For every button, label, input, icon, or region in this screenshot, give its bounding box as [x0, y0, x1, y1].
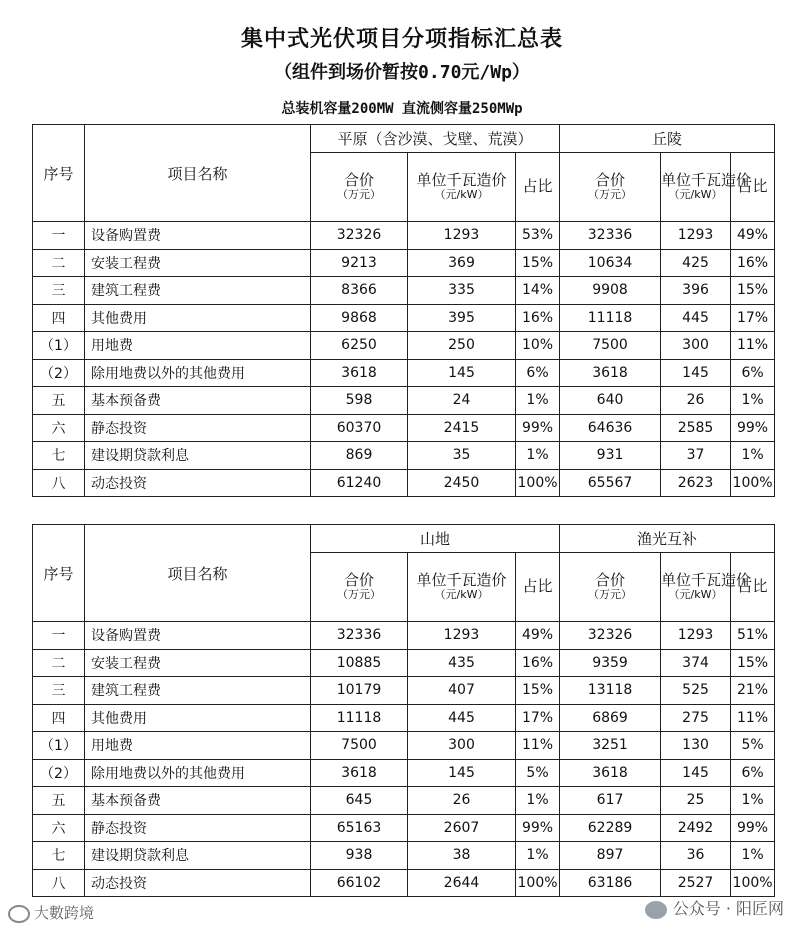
- header-total-unit: （万元）: [337, 188, 381, 202]
- ratio-cell: 16%: [516, 304, 560, 332]
- ratio-cell: 100%: [516, 869, 560, 897]
- row-name: 静态投资: [85, 814, 311, 842]
- total-cell: 3618: [560, 759, 661, 787]
- unit-cost-cell: 275: [661, 704, 731, 732]
- header-unit-cost-unit: （元/kW）: [668, 588, 723, 602]
- total-cell: 3618: [560, 359, 661, 387]
- row-name: 动态投资: [85, 469, 311, 497]
- ratio-cell: 15%: [516, 249, 560, 277]
- row-name: 建筑工程费: [85, 277, 311, 305]
- row-name: 用地费: [85, 732, 311, 760]
- ratio-cell: 15%: [731, 277, 775, 305]
- region-header: 丘陵: [560, 125, 775, 153]
- cost-table-1: [32, 124, 775, 497]
- row-seq: 二: [33, 649, 85, 677]
- watermark-right: [645, 896, 784, 919]
- table-row: [33, 442, 775, 470]
- unit-cost-cell: 145: [408, 359, 516, 387]
- row-name: 其他费用: [85, 704, 311, 732]
- unit-cost-cell: 250: [408, 332, 516, 360]
- ratio-cell: 21%: [731, 677, 775, 705]
- unit-cost-cell: 38: [408, 842, 516, 870]
- unit-cost-cell: 145: [661, 359, 731, 387]
- total-cell: 645: [311, 787, 408, 815]
- row-seq: 六: [33, 414, 85, 442]
- region-header: 山地: [311, 525, 560, 553]
- row-seq: 八: [33, 469, 85, 497]
- table-row: [33, 469, 775, 497]
- unit-cost-cell: 2644: [408, 869, 516, 897]
- total-cell: 7500: [560, 332, 661, 360]
- total-cell: 32326: [311, 222, 408, 250]
- page-subtitle: （组件到场价暂按0.70元/Wp）: [274, 62, 530, 83]
- total-cell: 869: [311, 442, 408, 470]
- total-cell: 61240: [311, 469, 408, 497]
- ratio-cell: 100%: [731, 869, 775, 897]
- total-cell: 938: [311, 842, 408, 870]
- header-unit-cost: [408, 153, 516, 222]
- ratio-cell: 1%: [731, 387, 775, 415]
- row-name: 安装工程费: [85, 649, 311, 677]
- unit-cost-cell: 2527: [661, 869, 731, 897]
- total-cell: 3618: [311, 359, 408, 387]
- total-cell: 64636: [560, 414, 661, 442]
- header-unit-cost-unit: （元/kW）: [434, 588, 489, 602]
- unit-cost-cell: 1293: [408, 622, 516, 650]
- header-total: [311, 553, 408, 622]
- row-name: 建筑工程费: [85, 677, 311, 705]
- unit-cost-cell: 525: [661, 677, 731, 705]
- unit-cost-cell: 36: [661, 842, 731, 870]
- unit-cost-cell: 26: [408, 787, 516, 815]
- ratio-cell: 1%: [516, 442, 560, 470]
- ratio-cell: 11%: [731, 332, 775, 360]
- ratio-cell: 53%: [516, 222, 560, 250]
- row-seq: 六: [33, 814, 85, 842]
- header-total-label: 合价: [343, 571, 374, 590]
- header-unit-cost: [661, 153, 752, 222]
- unit-cost-cell: 145: [661, 759, 731, 787]
- row-name: 设备购置费: [85, 622, 311, 650]
- total-cell: 8366: [311, 277, 408, 305]
- total-cell: 931: [560, 442, 661, 470]
- row-name: 用地费: [85, 332, 311, 360]
- ratio-cell: 51%: [731, 622, 775, 650]
- header-total-unit: （万元）: [588, 588, 633, 602]
- table-row: [33, 732, 775, 760]
- header-ratio-label: 占比: [522, 177, 553, 196]
- ratio-cell: 1%: [731, 787, 775, 815]
- total-cell: 9908: [560, 277, 661, 305]
- row-name: 其他费用: [85, 304, 311, 332]
- ratio-cell: 5%: [516, 759, 560, 787]
- header-unit-cost-label: 单位千瓦造价: [661, 571, 752, 590]
- ratio-cell: 100%: [516, 469, 560, 497]
- row-seq: 一: [33, 622, 85, 650]
- ratio-cell: 1%: [731, 442, 775, 470]
- row-name: 安装工程费: [85, 249, 311, 277]
- total-cell: 32326: [560, 622, 661, 650]
- total-cell: 617: [560, 787, 661, 815]
- header-total: [560, 153, 661, 222]
- row-seq: 四: [33, 704, 85, 732]
- unit-cost-cell: 369: [408, 249, 516, 277]
- table-row: [33, 787, 775, 815]
- table-row: [33, 332, 775, 360]
- header-ratio: [731, 553, 775, 622]
- header-unit-cost-label: 单位千瓦造价: [661, 171, 752, 190]
- watermark-left-text: 大數跨境: [34, 904, 95, 922]
- unit-cost-cell: 25: [661, 787, 731, 815]
- header-ratio: [516, 153, 560, 222]
- ratio-cell: 10%: [516, 332, 560, 360]
- capacity-caption: 总装机容量200MW 直流侧容量250MWp: [281, 101, 523, 117]
- page-title: 集中式光伏项目分项指标汇总表: [240, 26, 563, 52]
- total-cell: 66102: [311, 869, 408, 897]
- unit-cost-cell: 2492: [661, 814, 731, 842]
- header-ratio-label: 占比: [737, 577, 768, 596]
- unit-cost-cell: 2415: [408, 414, 516, 442]
- ratio-cell: 16%: [516, 649, 560, 677]
- total-cell: 60370: [311, 414, 408, 442]
- ratio-cell: 16%: [731, 249, 775, 277]
- total-cell: 3618: [311, 759, 408, 787]
- table-body: [33, 622, 775, 897]
- header-unit-cost-label: 单位千瓦造价: [416, 571, 507, 590]
- table-row: [33, 304, 775, 332]
- total-cell: 10885: [311, 649, 408, 677]
- table-row: [33, 869, 775, 897]
- total-cell: 32336: [560, 222, 661, 250]
- total-cell: 897: [560, 842, 661, 870]
- row-name: 静态投资: [85, 414, 311, 442]
- ratio-cell: 17%: [731, 304, 775, 332]
- total-cell: 63186: [560, 869, 661, 897]
- unit-cost-cell: 335: [408, 277, 516, 305]
- table-row: [33, 359, 775, 387]
- region-header: 渔光互补: [560, 525, 775, 553]
- row-seq: （1）: [33, 732, 85, 760]
- ratio-cell: 11%: [516, 732, 560, 760]
- row-seq: 二: [33, 249, 85, 277]
- unit-cost-cell: 407: [408, 677, 516, 705]
- unit-cost-cell: 1293: [661, 622, 731, 650]
- row-seq: （1）: [33, 332, 85, 360]
- total-cell: 65163: [311, 814, 408, 842]
- total-cell: 13118: [560, 677, 661, 705]
- ratio-cell: 99%: [731, 814, 775, 842]
- row-name: 建设期贷款利息: [85, 442, 311, 470]
- ratio-cell: 49%: [516, 622, 560, 650]
- header-name: 项目名称: [85, 525, 311, 622]
- total-cell: 32336: [311, 622, 408, 650]
- row-seq: （2）: [33, 359, 85, 387]
- unit-cost-cell: 37: [661, 442, 731, 470]
- row-name: 建设期贷款利息: [85, 842, 311, 870]
- total-cell: 11118: [311, 704, 408, 732]
- total-cell: 7500: [311, 732, 408, 760]
- header-unit-cost: [661, 553, 752, 622]
- watermark-right-text: 公众号 · 阳匠网: [672, 899, 784, 918]
- watermark-left: [8, 902, 94, 923]
- ratio-cell: 6%: [731, 759, 775, 787]
- ratio-cell: 99%: [731, 414, 775, 442]
- header-total: [560, 553, 661, 622]
- row-seq: 七: [33, 842, 85, 870]
- table-row: [33, 842, 775, 870]
- unit-cost-cell: 35: [408, 442, 516, 470]
- table-row: [33, 249, 775, 277]
- cost-table-2: [32, 524, 775, 897]
- unit-cost-cell: 24: [408, 387, 516, 415]
- logo-icon: [8, 905, 30, 923]
- ratio-cell: 11%: [731, 704, 775, 732]
- row-name: 基本预备费: [85, 787, 311, 815]
- row-name: 基本预备费: [85, 387, 311, 415]
- ratio-cell: 17%: [516, 704, 560, 732]
- total-cell: 62289: [560, 814, 661, 842]
- header-total-label: 合价: [343, 171, 374, 190]
- unit-cost-cell: 2585: [661, 414, 731, 442]
- header-ratio-label: 占比: [522, 577, 553, 596]
- header-ratio-label: 占比: [737, 177, 768, 196]
- unit-cost-cell: 145: [408, 759, 516, 787]
- table-row: [33, 677, 775, 705]
- header-ratio: [516, 553, 560, 622]
- table-row: [33, 704, 775, 732]
- unit-cost-cell: 445: [408, 704, 516, 732]
- ratio-cell: 1%: [516, 787, 560, 815]
- row-seq: 七: [33, 442, 85, 470]
- table-body: [33, 222, 775, 497]
- ratio-cell: 15%: [731, 649, 775, 677]
- header-total-unit: （万元）: [337, 588, 381, 602]
- ratio-cell: 5%: [731, 732, 775, 760]
- total-cell: 9213: [311, 249, 408, 277]
- total-cell: 10179: [311, 677, 408, 705]
- total-cell: 6869: [560, 704, 661, 732]
- row-seq: 三: [33, 677, 85, 705]
- unit-cost-cell: 425: [661, 249, 731, 277]
- ratio-cell: 14%: [516, 277, 560, 305]
- row-name: 除用地费以外的其他费用: [85, 759, 311, 787]
- total-cell: 11118: [560, 304, 661, 332]
- row-seq: 一: [33, 222, 85, 250]
- row-seq: 四: [33, 304, 85, 332]
- ratio-cell: 1%: [731, 842, 775, 870]
- row-seq: 八: [33, 869, 85, 897]
- table-row: [33, 414, 775, 442]
- unit-cost-cell: 300: [661, 332, 731, 360]
- total-cell: 65567: [560, 469, 661, 497]
- row-seq: 五: [33, 787, 85, 815]
- table-row: [33, 387, 775, 415]
- table-row: [33, 222, 775, 250]
- header-unit-cost-unit: （元/kW）: [668, 188, 723, 202]
- header-unit-cost-label: 单位千瓦造价: [416, 171, 507, 190]
- unit-cost-cell: 300: [408, 732, 516, 760]
- ratio-cell: 1%: [516, 387, 560, 415]
- row-seq: 三: [33, 277, 85, 305]
- header-unit-cost-unit: （元/kW）: [434, 188, 489, 202]
- unit-cost-cell: 445: [661, 304, 731, 332]
- header-ratio: [731, 153, 775, 222]
- total-cell: 9868: [311, 304, 408, 332]
- total-cell: 6250: [311, 332, 408, 360]
- total-cell: 9359: [560, 649, 661, 677]
- ratio-cell: 100%: [731, 469, 775, 497]
- header-unit-cost: [408, 553, 516, 622]
- total-cell: 3251: [560, 732, 661, 760]
- unit-cost-cell: 1293: [408, 222, 516, 250]
- table-row: [33, 277, 775, 305]
- unit-cost-cell: 26: [661, 387, 731, 415]
- unit-cost-cell: 1293: [661, 222, 731, 250]
- table-row: [33, 622, 775, 650]
- ratio-cell: 99%: [516, 814, 560, 842]
- total-cell: 10634: [560, 249, 661, 277]
- ratio-cell: 6%: [731, 359, 775, 387]
- unit-cost-cell: 2450: [408, 469, 516, 497]
- header-seq: 序号: [33, 525, 85, 622]
- table-row: [33, 759, 775, 787]
- table-row: [33, 814, 775, 842]
- unit-cost-cell: 435: [408, 649, 516, 677]
- header-name: 项目名称: [85, 125, 311, 222]
- table-row: [33, 649, 775, 677]
- unit-cost-cell: 130: [661, 732, 731, 760]
- header-total-label: 合价: [595, 571, 626, 590]
- ratio-cell: 1%: [516, 842, 560, 870]
- row-name: 除用地费以外的其他费用: [85, 359, 311, 387]
- row-seq: 五: [33, 387, 85, 415]
- wechat-icon: [645, 901, 667, 919]
- unit-cost-cell: 2607: [408, 814, 516, 842]
- ratio-cell: 6%: [516, 359, 560, 387]
- row-seq: （2）: [33, 759, 85, 787]
- header-total: [311, 153, 408, 222]
- unit-cost-cell: 395: [408, 304, 516, 332]
- unit-cost-cell: 374: [661, 649, 731, 677]
- total-cell: 598: [311, 387, 408, 415]
- ratio-cell: 99%: [516, 414, 560, 442]
- unit-cost-cell: 396: [661, 277, 731, 305]
- header-seq: 序号: [33, 125, 85, 222]
- region-header: 平原（含沙漠、戈壁、荒漠）: [311, 125, 560, 153]
- unit-cost-cell: 2623: [661, 469, 731, 497]
- total-cell: 640: [560, 387, 661, 415]
- row-name: 设备购置费: [85, 222, 311, 250]
- header-total-unit: （万元）: [588, 188, 633, 202]
- header-total-label: 合价: [595, 171, 626, 190]
- row-name: 动态投资: [85, 869, 311, 897]
- ratio-cell: 49%: [731, 222, 775, 250]
- ratio-cell: 15%: [516, 677, 560, 705]
